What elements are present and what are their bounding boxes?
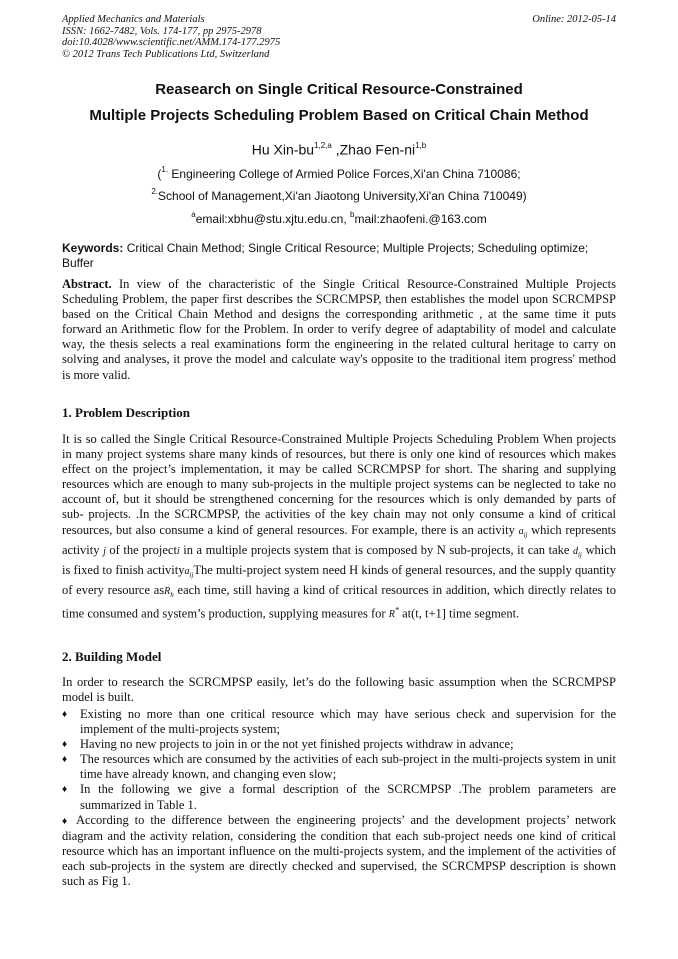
paper-title-line1: Reasearch on Single Critical Resource-Constrained bbox=[155, 81, 523, 98]
math-variable bbox=[573, 546, 582, 557]
math-subscript: ij bbox=[577, 550, 582, 559]
list-item-text: The resources which are consumed by the activities of each sub-project in the multi-projects system in unit time have already known, and changing even slow; bbox=[80, 752, 616, 782]
email-line bbox=[40, 208, 638, 227]
paragraph-text: which is fixed to finish activity bbox=[62, 542, 616, 577]
copyright-line: © 2012 Trans Tech Publications Ltd, Switzerland bbox=[62, 48, 270, 60]
math-symbol: a bbox=[184, 565, 190, 577]
affiliation-text: School of Management,Xi'an Jiaotong University,Xi'an China 710049) bbox=[158, 189, 527, 203]
diamond-bullet-icon: ♦ bbox=[62, 709, 68, 720]
keywords-text: Critical Chain Method; Single Critical Resource; Multiple Projects; Scheduling optimize; Buffer bbox=[62, 241, 589, 270]
diamond-bullet-icon: ♦ bbox=[62, 784, 68, 796]
math-variable: i bbox=[176, 545, 180, 557]
author-name: Hu Xin-bu bbox=[251, 141, 315, 158]
math-symbol: a bbox=[518, 525, 524, 537]
author-name: Zhao Fen-ni bbox=[339, 141, 416, 158]
math-variable bbox=[388, 605, 399, 621]
email-address: mail:zhaofeni.@163.com bbox=[354, 212, 487, 226]
diamond-bullet-icon: ♦ bbox=[62, 754, 68, 766]
author-superscript: 1,b bbox=[415, 141, 427, 150]
math-symbol: R bbox=[164, 585, 171, 597]
math-symbol: d bbox=[572, 545, 578, 557]
math-subscript: h bbox=[170, 590, 174, 599]
email-address: email:xbhu@stu.xjtu.edu.cn, bbox=[195, 212, 347, 226]
affiliation-paren: ( bbox=[157, 167, 162, 181]
paragraph-text: of the project bbox=[109, 542, 177, 557]
diamond-bullet-icon: ♦ bbox=[62, 815, 70, 827]
list-item-text: Existing no more than one critical resource which may have serious check and supervision for the implement of the multi-projects system; bbox=[80, 707, 616, 737]
email-superscript: a bbox=[191, 210, 196, 219]
paragraph-text: which represents activity bbox=[62, 522, 617, 557]
list-item bbox=[62, 737, 616, 752]
list-item bbox=[62, 782, 616, 812]
email-superscript: b bbox=[350, 210, 355, 219]
list-item bbox=[62, 752, 616, 782]
paragraph-text: in a multiple projects system that is composed by N sub-projects, it can take bbox=[183, 542, 570, 557]
section-heading: 2. Building Model bbox=[62, 649, 162, 664]
journal-name: Applied Mechanics and Materials bbox=[62, 14, 205, 25]
math-subscript: ij bbox=[189, 570, 194, 579]
issn-line: ISSN: 1662-7482, Vols. 174-177, pp 2975-2978 bbox=[62, 25, 262, 37]
diamond-bullet-icon: ♦ bbox=[62, 739, 68, 751]
affiliation-text: Engineering College of Armied Police Forces,Xi'an China 710086; bbox=[171, 167, 521, 181]
author-separator: , bbox=[331, 141, 340, 158]
assumption-list bbox=[62, 707, 616, 889]
author-superscript: 1,2,a bbox=[314, 141, 332, 150]
keywords bbox=[62, 241, 616, 271]
online-date: Online: 2012-05-14 bbox=[532, 14, 616, 25]
math-superscript: * bbox=[394, 605, 399, 615]
paragraph-text: each time, still having a kind of critical resources in addition, which directly relates to time consumed and system’s production, supplying measures for bbox=[62, 582, 616, 621]
math-variable bbox=[519, 526, 528, 537]
affiliation-1 bbox=[40, 163, 638, 182]
paragraph-text: The multi-project system need H kinds of general resources, and the supply quantity of every resource as bbox=[62, 562, 616, 597]
paragraph: In order to research the SCRCMPSP easily, let’s do the following basic assumption when the SCRCMPSP model is built. bbox=[62, 675, 616, 705]
author-list bbox=[40, 138, 638, 159]
math-variable bbox=[164, 586, 174, 597]
affiliation-superscript: 1. bbox=[161, 165, 169, 174]
list-item-text: Having no new projects to join in or the not yet finished projects withdraw in advance; bbox=[80, 737, 514, 752]
doi-line: doi:10.4028/www.scientific.net/AMM.174-177.2975 bbox=[62, 37, 281, 48]
paper-title-line2: Multiple Projects Scheduling Problem Based on Critical Chain Method bbox=[89, 107, 589, 124]
list-item-text: In the following we give a formal description of the SCRCMPSP .The problem parameters are summarized in Table 1. bbox=[80, 782, 616, 812]
math-symbol: R bbox=[388, 609, 395, 621]
abstract bbox=[62, 277, 616, 383]
list-item bbox=[62, 813, 616, 889]
keywords-label: Keywords: bbox=[62, 241, 124, 255]
list-item bbox=[62, 707, 616, 737]
list-item-text: According to the difference between the engineering projects’ and the development projects’ network diagram and the activity relation, considering the condition that each sub-project needs one kind of critical resource which has an important influence on the multi-projects system, and the implement of the activities of each sub-projects in the system are directly checked and supervised, the SCRCMPSP description is shown such as Fig 1. bbox=[62, 812, 616, 889]
journal-header bbox=[62, 14, 616, 60]
abstract-text: In view of the characteristic of the Single Critical Resource-Constrained Multiple Projects Scheduling Problem, the paper first describes the SCRCMPSP, then establishes the model upon SCRCMPSP based on the Critical Chain Method and designs the corresponding arithmetic , at the same time it puts forward an Arithmetic flow for the Problem. In order to verify degree of adaptability of model and calculate way, the thesis selects a real examinations form the engineering in the related cultural heritage to carry on solving and analyses, it prove the model and calculate way's opposite to the traditional item progress' method is more valid. bbox=[62, 277, 616, 382]
paragraph-text: at(t, t+1] time segment. bbox=[402, 606, 520, 621]
paragraph-text: It is so called the Single Critical Resource-Constrained Multiple Projects Scheduling Problem When projects in many project systems share many kinds of resources, but there is only one kind of resources which makes effect on the project’s implementation, it may be called SCRCMPSP for short. The sharing and supplying resources which are enough to many sub-projects in the multiple project systems can be neglected to take no account of, but it should be strengthened concerning for the resources which is only demanded by parts of sub- projects. .In the SCRCMPSP, the activities of the key chain may not only consume a kind of critical resources, but also consume a kind of general resources. For example, there is an activity bbox=[62, 432, 616, 537]
paragraph bbox=[62, 432, 616, 622]
affiliation-superscript: 2. bbox=[151, 187, 159, 196]
math-subscript: ij bbox=[523, 530, 528, 539]
affiliation-2 bbox=[40, 185, 638, 204]
section-heading: 1. Problem Description bbox=[62, 405, 190, 420]
abstract-label: Abstract. bbox=[62, 277, 112, 291]
math-variable: j bbox=[103, 545, 106, 557]
